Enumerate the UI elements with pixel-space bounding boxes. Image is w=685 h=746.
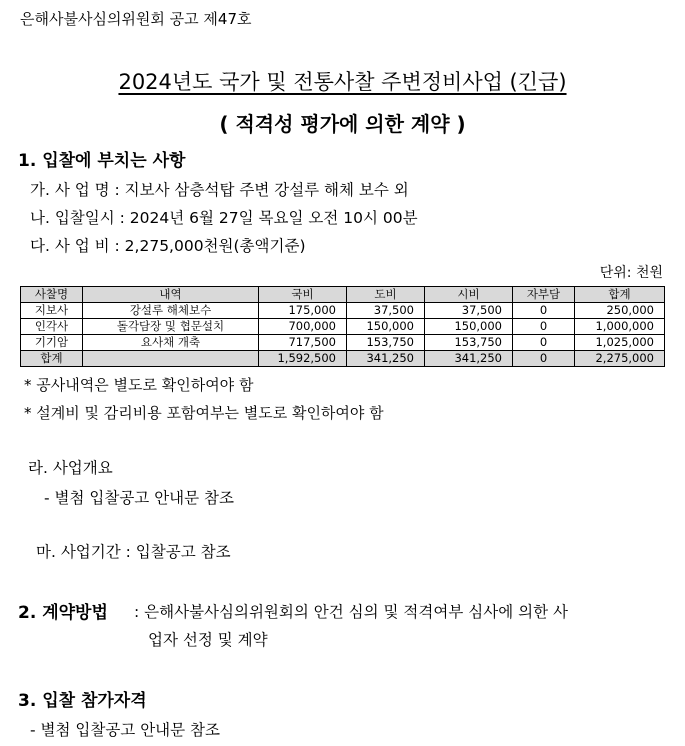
section-1-heading: 1. 입찰에 부치는 사항 — [18, 151, 186, 171]
project-period: 마. 사업기간 : 입찰공고 참조 — [36, 543, 231, 561]
column-header: 내역 — [83, 287, 259, 303]
table-cell: 341,250 — [347, 351, 425, 367]
column-header: 도비 — [347, 287, 425, 303]
note-item: * 설계비 및 감리비용 포함여부는 별도로 확인하여야 함 — [24, 404, 384, 422]
table-row — [21, 335, 665, 351]
document-subtitle: ( 적격성 평가에 의한 계약 ) — [219, 112, 466, 136]
section-3-heading: 3. 입찰 참가자격 — [18, 691, 147, 711]
contract-method-line-2: 업자 선정 및 계약 — [148, 631, 268, 649]
table-cell: 지보사 — [21, 303, 83, 319]
section-3-detail: - 별첨 입찰공고 안내문 참조 — [30, 721, 221, 739]
unit-label: 단위: 천원 — [599, 265, 663, 281]
table-cell: 기기암 — [21, 335, 83, 351]
table-cell: 250,000 — [575, 303, 665, 319]
table-cell: 1,000,000 — [575, 319, 665, 335]
table-cell: 2,275,000 — [575, 351, 665, 367]
column-header: 합계 — [575, 287, 665, 303]
section-ra-heading: 라. 사업개요 — [28, 459, 113, 477]
table-cell: 153,750 — [347, 335, 425, 351]
column-header: 사찰명 — [21, 287, 83, 303]
table-cell: 돌각담장 및 협문설치 — [83, 319, 259, 335]
table-cell: 0 — [513, 319, 575, 335]
table-cell: 37,500 — [347, 303, 425, 319]
table-cell: 0 — [513, 335, 575, 351]
note-item: * 공사내역은 별도로 확인하여야 함 — [24, 376, 254, 394]
contract-method-line-1: : 은해사불사심의위원회의 안건 심의 및 적격여부 심사에 의한 사 — [134, 603, 568, 621]
table-header-row — [21, 287, 665, 303]
table-cell: 0 — [513, 303, 575, 319]
table-cell: 341,250 — [425, 351, 513, 367]
section-ra-detail: - 별첨 입찰공고 안내문 참조 — [44, 489, 235, 507]
budget-table — [20, 286, 665, 367]
document-title: 2024년도 국가 및 전통사찰 주변정비사업 (긴급) — [118, 70, 567, 94]
table-cell: 700,000 — [259, 319, 347, 335]
column-header: 자부담 — [513, 287, 575, 303]
table-cell: 1,592,500 — [259, 351, 347, 367]
table-cell: 175,000 — [259, 303, 347, 319]
table-cell: 37,500 — [425, 303, 513, 319]
bid-datetime: 나. 입찰일시 : 2024년 6월 27일 목요일 오전 10시 00분 — [30, 209, 418, 227]
table-cell: 717,500 — [259, 335, 347, 351]
notice-number: 은해사불사심의위원회 공고 제47호 — [20, 10, 252, 28]
column-header: 국비 — [259, 287, 347, 303]
table-row — [21, 319, 665, 335]
project-name: 가. 사 업 명 : 지보사 삼층석탑 주변 강설루 해체 보수 외 — [30, 181, 409, 199]
table-cell — [83, 351, 259, 367]
table-cell: 합계 — [21, 351, 83, 367]
table-cell: 150,000 — [347, 319, 425, 335]
project-budget: 다. 사 업 비 : 2,275,000천원(총액기준) — [30, 237, 306, 255]
table-total-row — [21, 351, 665, 367]
table-cell: 인각사 — [21, 319, 83, 335]
column-header: 시비 — [425, 287, 513, 303]
section-2-heading: 2. 계약방법 — [18, 603, 108, 623]
table-cell: 요사채 개축 — [83, 335, 259, 351]
table-row — [21, 303, 665, 319]
table-cell: 0 — [513, 351, 575, 367]
table-cell: 150,000 — [425, 319, 513, 335]
table-cell: 강설루 해체보수 — [83, 303, 259, 319]
table-cell: 153,750 — [425, 335, 513, 351]
table-cell: 1,025,000 — [575, 335, 665, 351]
